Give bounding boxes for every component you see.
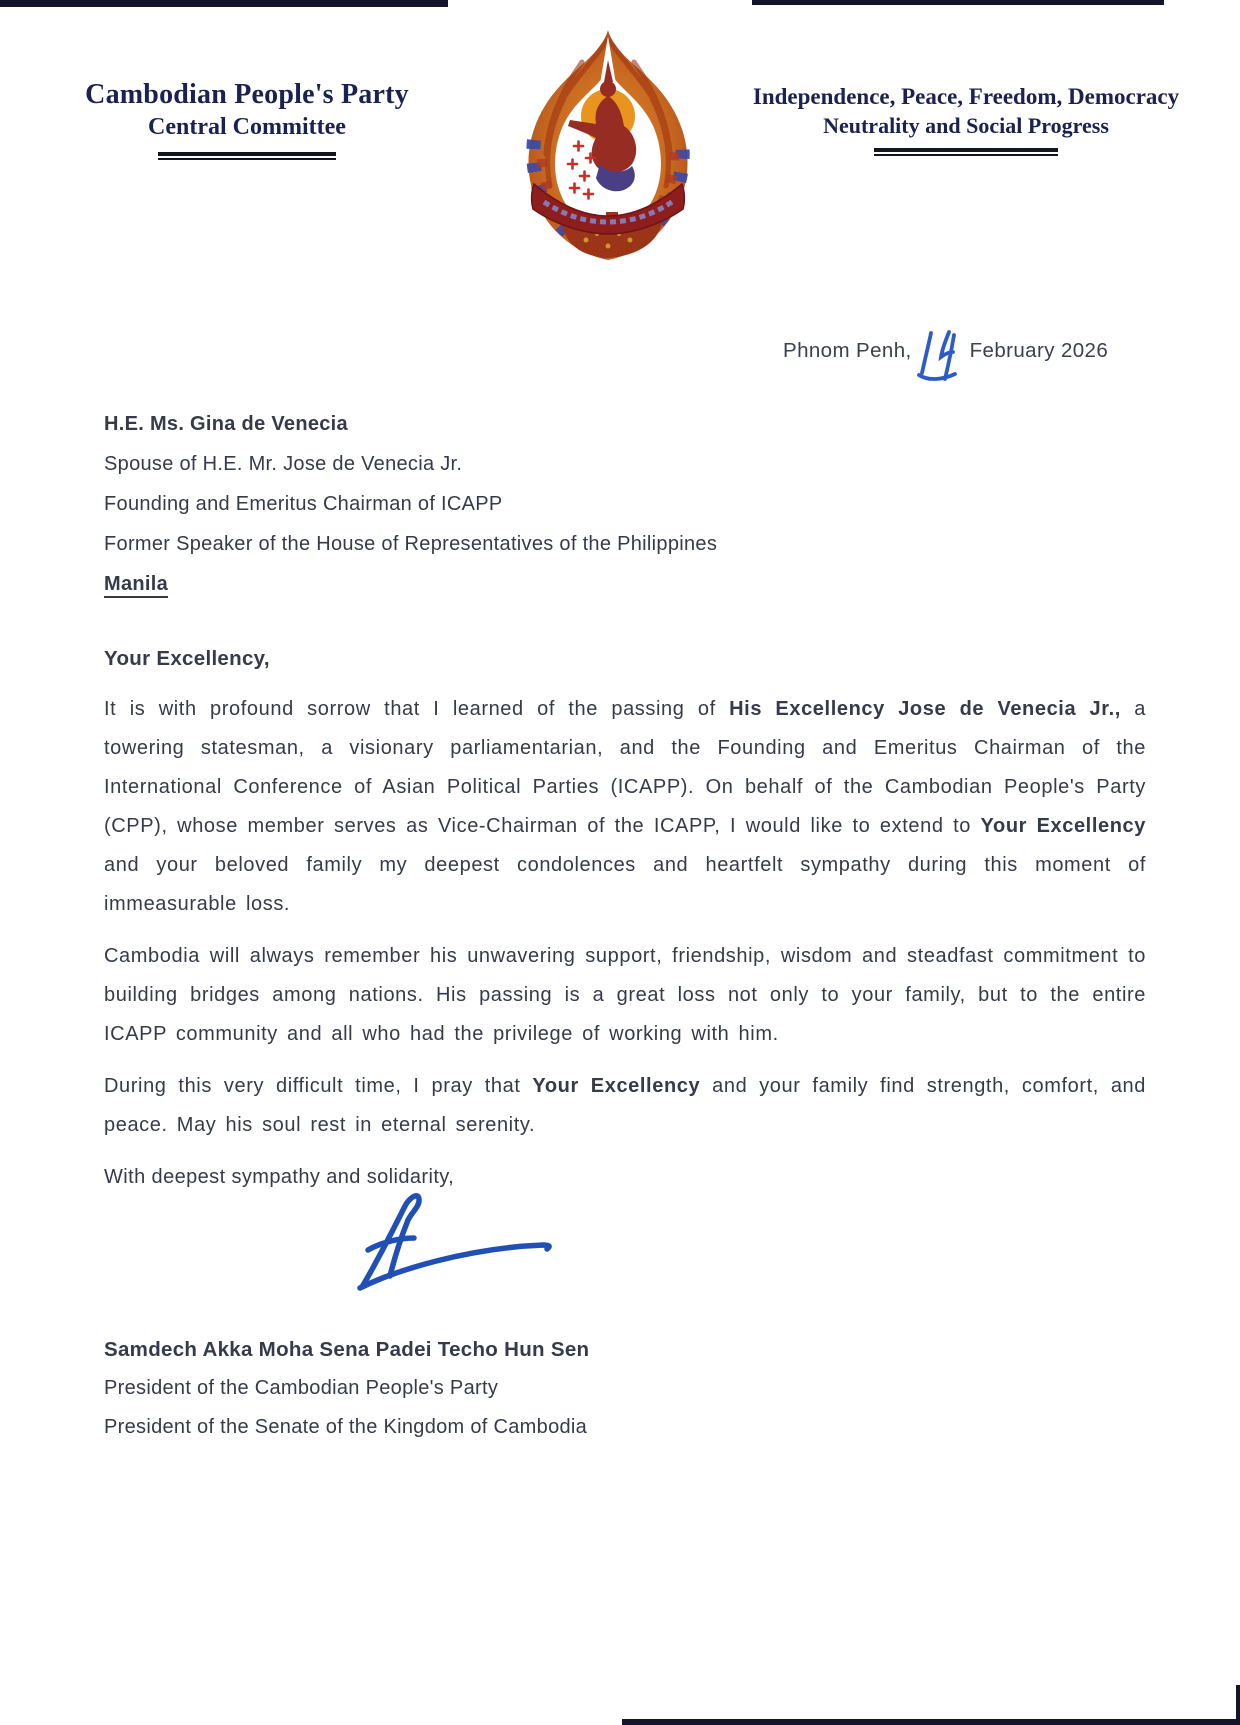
org-name: Cambodian People's Party <box>85 79 409 110</box>
recipient-block <box>104 404 717 604</box>
letterhead-right <box>744 84 1188 156</box>
date-line <box>783 328 1108 366</box>
org-unit: Central Committee <box>148 114 346 140</box>
closing-line: With deepest sympathy and solidarity, <box>104 1166 455 1188</box>
cpp-party-emblem-icon <box>504 28 712 262</box>
motto-line-2: Neutrality and Social Progress <box>823 113 1109 138</box>
date-place: Phnom Penh, <box>783 339 912 362</box>
sender-title-2: President of the Senate of the Kingdom of Cambodia <box>104 1416 588 1438</box>
recipient-line: Founding and Emeritus Chairman of ICAPP <box>104 493 503 515</box>
recipient-line: Former Speaker of the House of Representatives of the Philippines <box>104 533 718 555</box>
recipient-line: Spouse of H.E. Mr. Jose de Venecia Jr. <box>104 453 463 475</box>
letterhead-rule-right <box>874 148 1058 156</box>
sender-block <box>104 1330 589 1447</box>
salutation: Your Excellency, <box>104 647 270 670</box>
handwritten-signature <box>348 1188 568 1300</box>
sender-title-1: President of the Cambodian People's Party <box>104 1377 499 1399</box>
page-edge-mark-bottom-right <box>1236 1685 1240 1725</box>
letterhead-left <box>62 80 432 160</box>
letter-paragraph-3: During this very difficult time, I pray that Your Excellency and your family find strength, comfort, and peace. May his soul rest in eternal serenity. <box>104 1075 1146 1136</box>
recipient-name: H.E. Ms. Gina de Venecia <box>104 413 348 435</box>
handwritten-day-14 <box>916 328 962 382</box>
recipient-city: Manila <box>104 564 717 604</box>
page-edge-bar-top-left <box>0 0 448 7</box>
sender-name: Samdech Akka Moha Sena Padei Techo Hun Sen <box>104 1338 590 1361</box>
letter-paragraph-1: It is with profound sorrow that I learned of the passing of His Excellency Jose de Venecia Jr., a towering statesman, a visionary parliamentarian, and the Founding and Emeritus Chairman of the International Conference of Asian Political Parties (ICAPP). On behalf of the Cambodian People's Party (CPP), whose member serves as Vice-Chairman of the ICAPP, I would like to extend to Your Excellency and your beloved family my deepest condolences and heartfelt sympathy during this moment of immeasurable loss. <box>104 698 1146 915</box>
letter-body <box>104 644 1146 1197</box>
date-month-year: February 2026 <box>969 339 1109 362</box>
page-edge-bar-bottom <box>622 1719 1240 1725</box>
page-edge-bar-top-right <box>752 0 1164 5</box>
motto-line-1: Independence, Peace, Freedom, Democracy <box>752 84 1180 109</box>
letterhead-rule-left <box>158 152 336 160</box>
letter-paragraph-2: Cambodia will always remember his unwavering support, friendship, wisdom and steadfast commitment to building bridges among nations. His passing is a great loss not only to your family, but to the entire ICAPP community and all who had the privilege of working with him. <box>104 945 1146 1045</box>
